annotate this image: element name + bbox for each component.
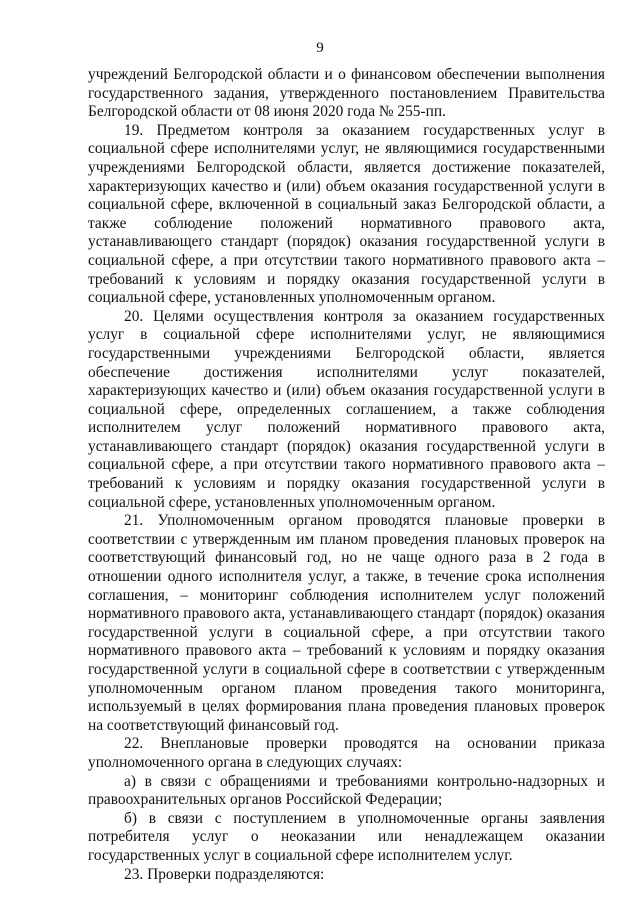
paragraph-20: 20. Целями осуществления контроля за оказанием государственных услуг в социальной сфере исполнителями услуг, не являющимися государственными учреждениями Белгородской области, является обеспечение достижения исполнителями услуг показателей, характеризующих качество и (или) объем оказания государственной услуги в социальной сфере, определенных соглашением, а также соблюдения исполнителем услуг положений нормативного правового акта, устанавливающего стандарт (порядок) оказания государственной услуги в социальной сфере, а при отсутствии такого нормативного правового акта – требований к условиям и порядку оказания государственной услуги в социальной сфере, установленных уполномоченным органом.	[88, 307, 605, 511]
document-body	[88, 66, 605, 884]
paragraph-22-b: б) в связи с поступлением в уполномоченные органы заявления потребителя услуг о неоказании или ненадлежащем оказании государственных услуг в социальной сфере исполнителем услуг.	[88, 809, 605, 864]
paragraph-continuation: учреждений Белгородской области и о финансовом обеспечении выполнения государственного задания, утвержденного постановлением Правительства Белгородской области от 08 июня 2020 года № 255-пп.	[88, 66, 605, 121]
paragraph-22-a: а) в связи с обращениями и требованиями контрольно-надзорных и правоохранительных органов Российской Федерации;	[88, 772, 605, 809]
paragraph-19: 19. Предметом контроля за оказанием государственных услуг в социальной сфере исполнителями услуг, не являющимися государственными учреждениями Белгородской области, является достижение показателей, характеризующих качество и (или) объем оказания государственной услуги в социальной сфере, включенной в социальный заказ Белгородской области, а также соблюдение положений нормативного правового акта, устанавливающего стандарт (порядок) оказания государственной услуги в социальной сфере, а при отсутствии такого нормативного правового акта – требований к условиям и порядку оказания государственной услуги в социальной сфере, установленных уполномоченным органом.	[88, 121, 605, 307]
page-number: 9	[316, 40, 324, 56]
paragraph-21: 21. Уполномоченным органом проводятся плановые проверки в соответствии с утвержденным им планом проведения плановых проверок на соответствующий финансовый год, но не чаще одного раза в 2 года в отношении одного исполнителя услуг, а также, в течение срока исполнения соглашения, – мониторинг соблюдения исполнителем услуг положений нормативного правового акта, устанавливающего стандарт (порядок) оказания государственной услуги в социальной сфере, а при отсутствии такого нормативного правового акта – требований к условиям и порядку оказания государственной услуги в социальной сфере в соответствии с утвержденным уполномоченным органом планом проведения такого мониторинга, используемый в целях формирования плана проведения плановых проверок на соответствующий финансовый год.	[88, 512, 605, 734]
paragraph-22: 22. Внеплановые проверки проводятся на основании приказа уполномоченного органа в следующих случаях:	[88, 735, 605, 771]
paragraph-23: 23. Проверки подразделяются:	[124, 865, 325, 883]
